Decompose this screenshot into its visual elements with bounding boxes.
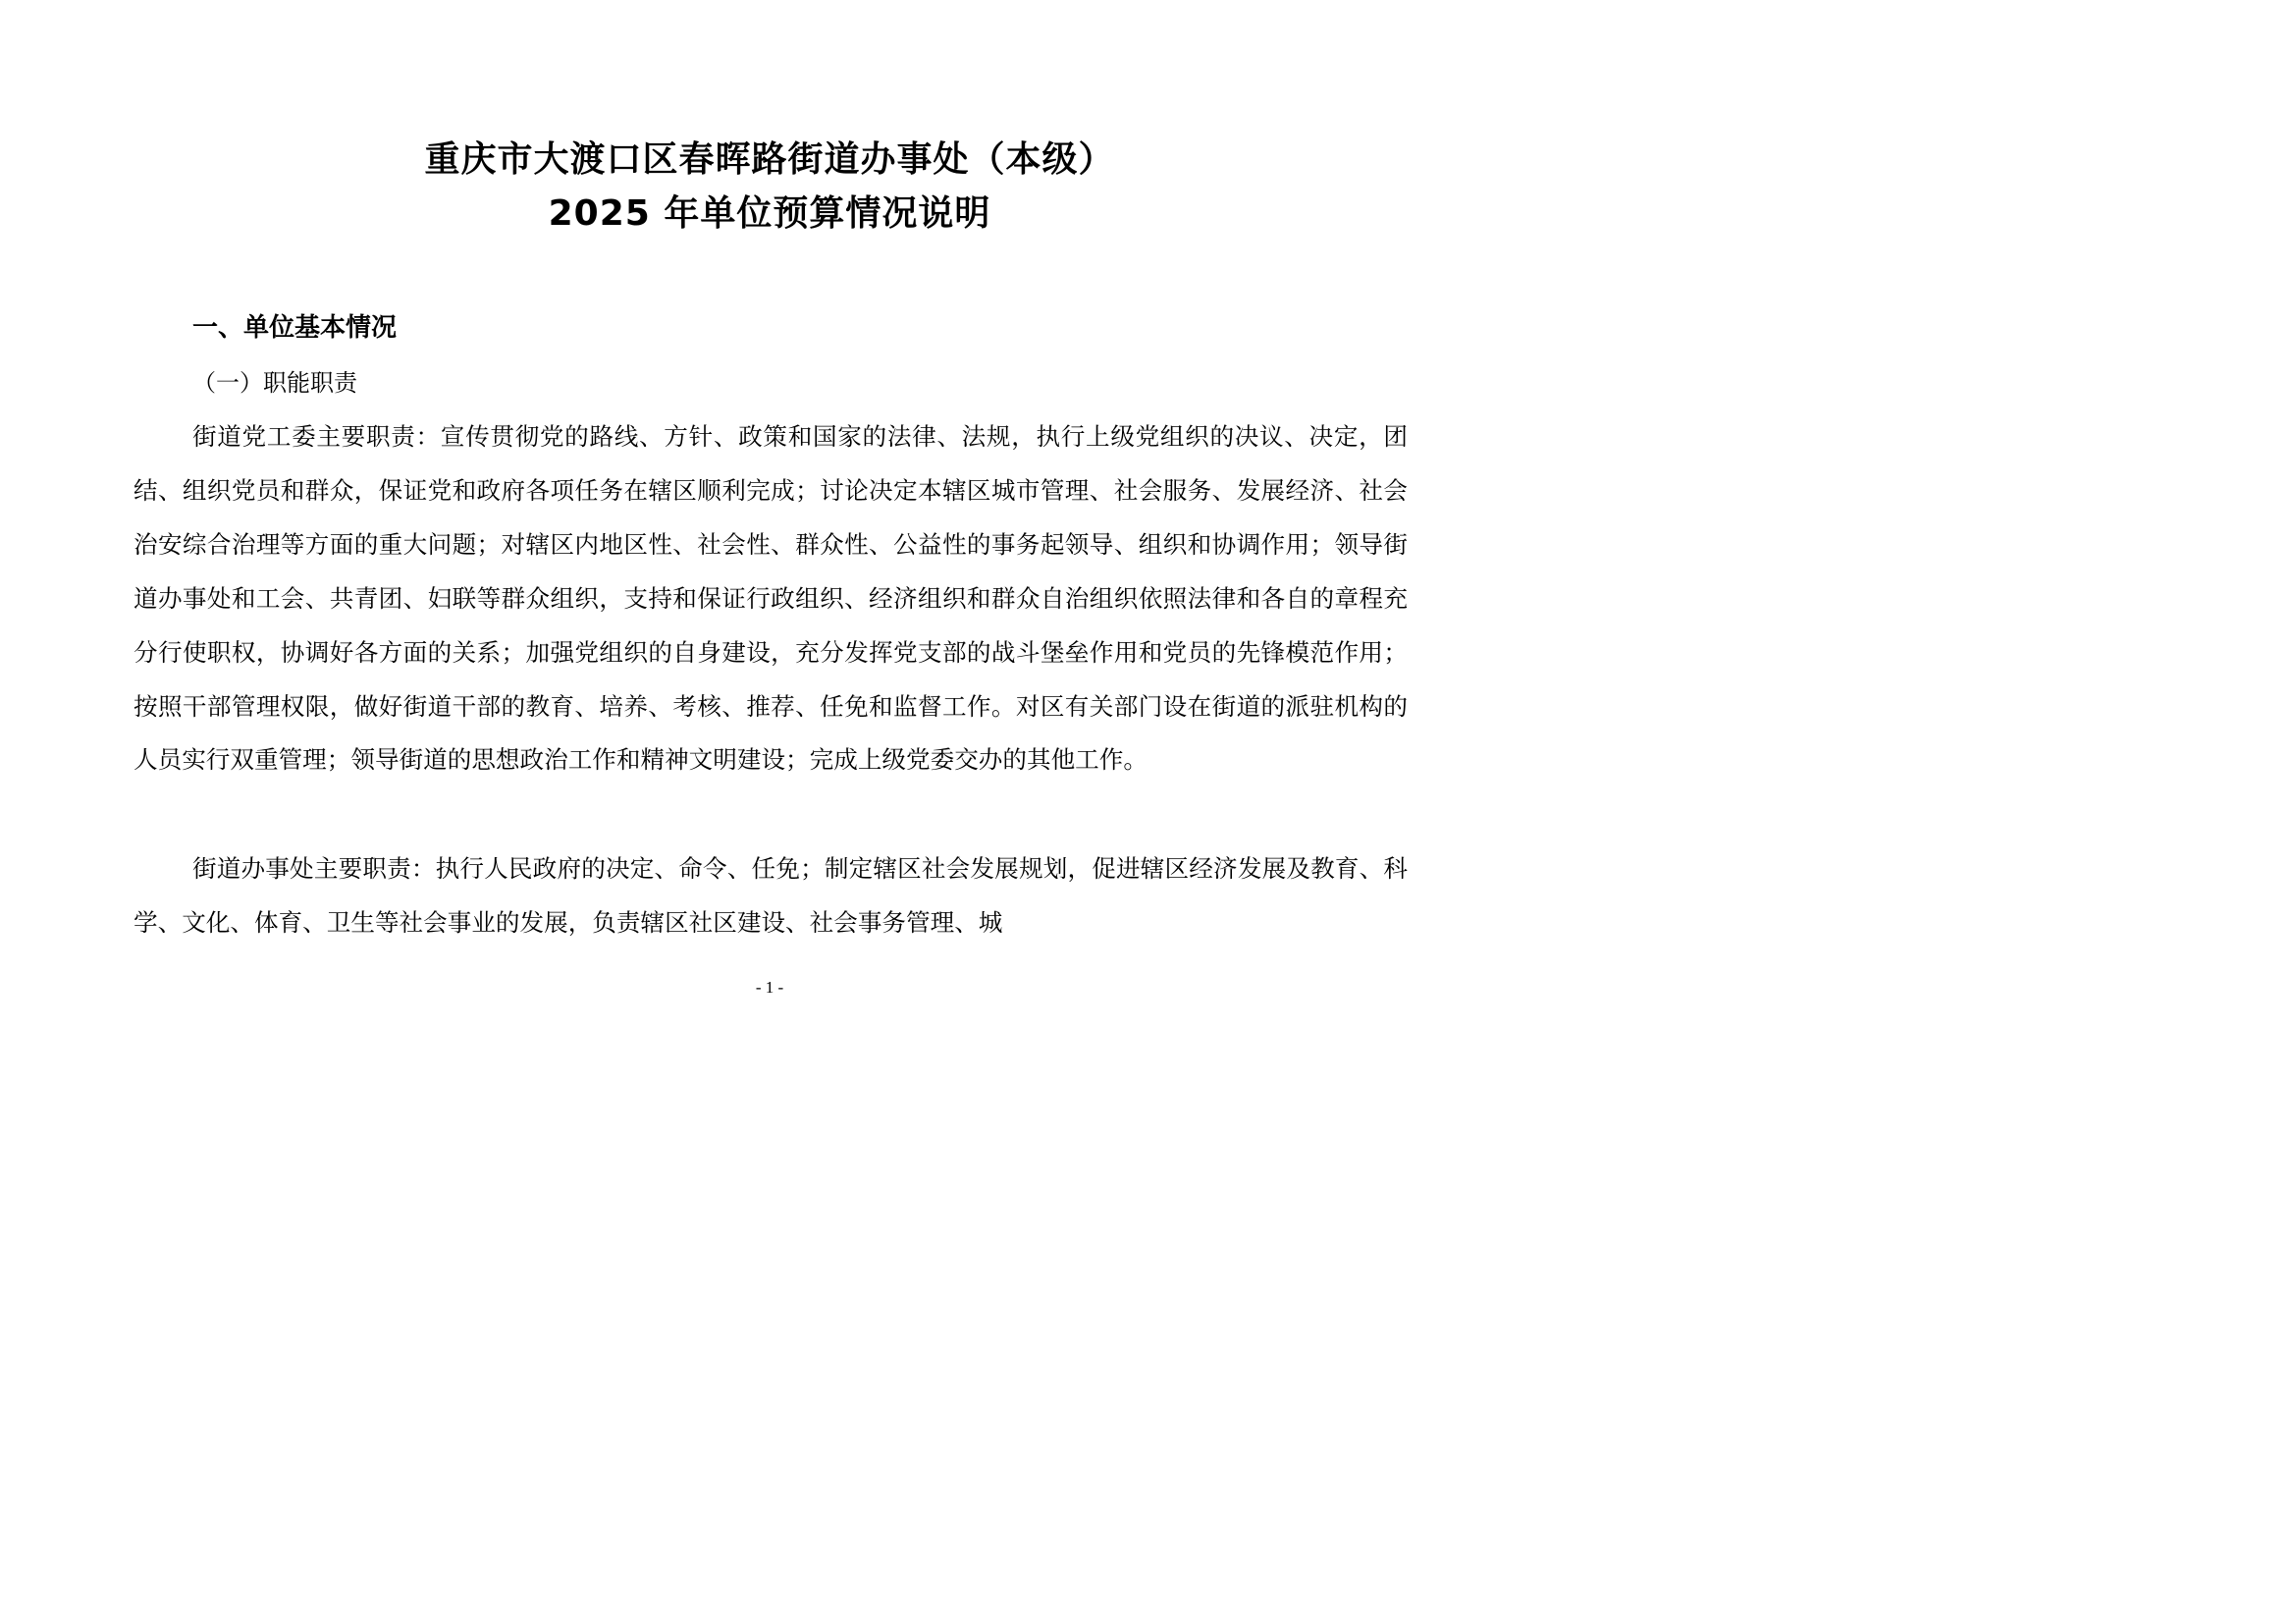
page-number: - 1 - <box>755 978 784 997</box>
document-page <box>0 0 1539 1089</box>
paragraph-subdistrict-office-duties: 街道办事处主要职责：执行人民政府的决定、命令、任免；制定辖区社会发展规划，促进辖区经济发展及教育、科学、文化、体育、卫生等社会事业的发展，负责辖区社区建设、社会事务管理、城 <box>133 854 1408 937</box>
document-title-line-1: 重庆市大渡口区春晖路街道办事处（本级） <box>424 139 1115 180</box>
subsection-heading-functions: （一）职能职责 <box>192 369 357 397</box>
paragraph-party-committee-duties: 街道党工委主要职责：宣传贯彻党的路线、方针、政策和国家的法律、法规，执行上级党组织的决议、决定，团结、组织党员和群众，保证党和政府各项任务在辖区顺利完成；讨论决定本辖区城市管理、社会服务、发展经济、社会治安综合治理等方面的重大问题；对辖区内地区性、社会性、群众性、公益性的事务起领导、组织和协调作用；领导街道办事处和工会、共青团、妇联等群众组织，支持和保证行政组织、经济组织和群众自治组织依照法律和各自的章程充分行使职权，协调好各方面的关系；加强党组织的自身建设，充分发挥党支部的战斗堡垒作用和党员的先锋模范作用；按照干部管理权限，做好街道干部的教育、培养、考核、推荐、任免和监督工作。对区有关部门设在街道的派驻机构的人员实行双重管理；领导街道的思想政治工作和精神文明建设；完成上级党委交办的其他工作。 <box>133 422 1408 775</box>
document-title-line-2: 2025 年单位预算情况说明 <box>548 193 991 234</box>
section-heading-basic-info: 一、单位基本情况 <box>192 313 398 343</box>
